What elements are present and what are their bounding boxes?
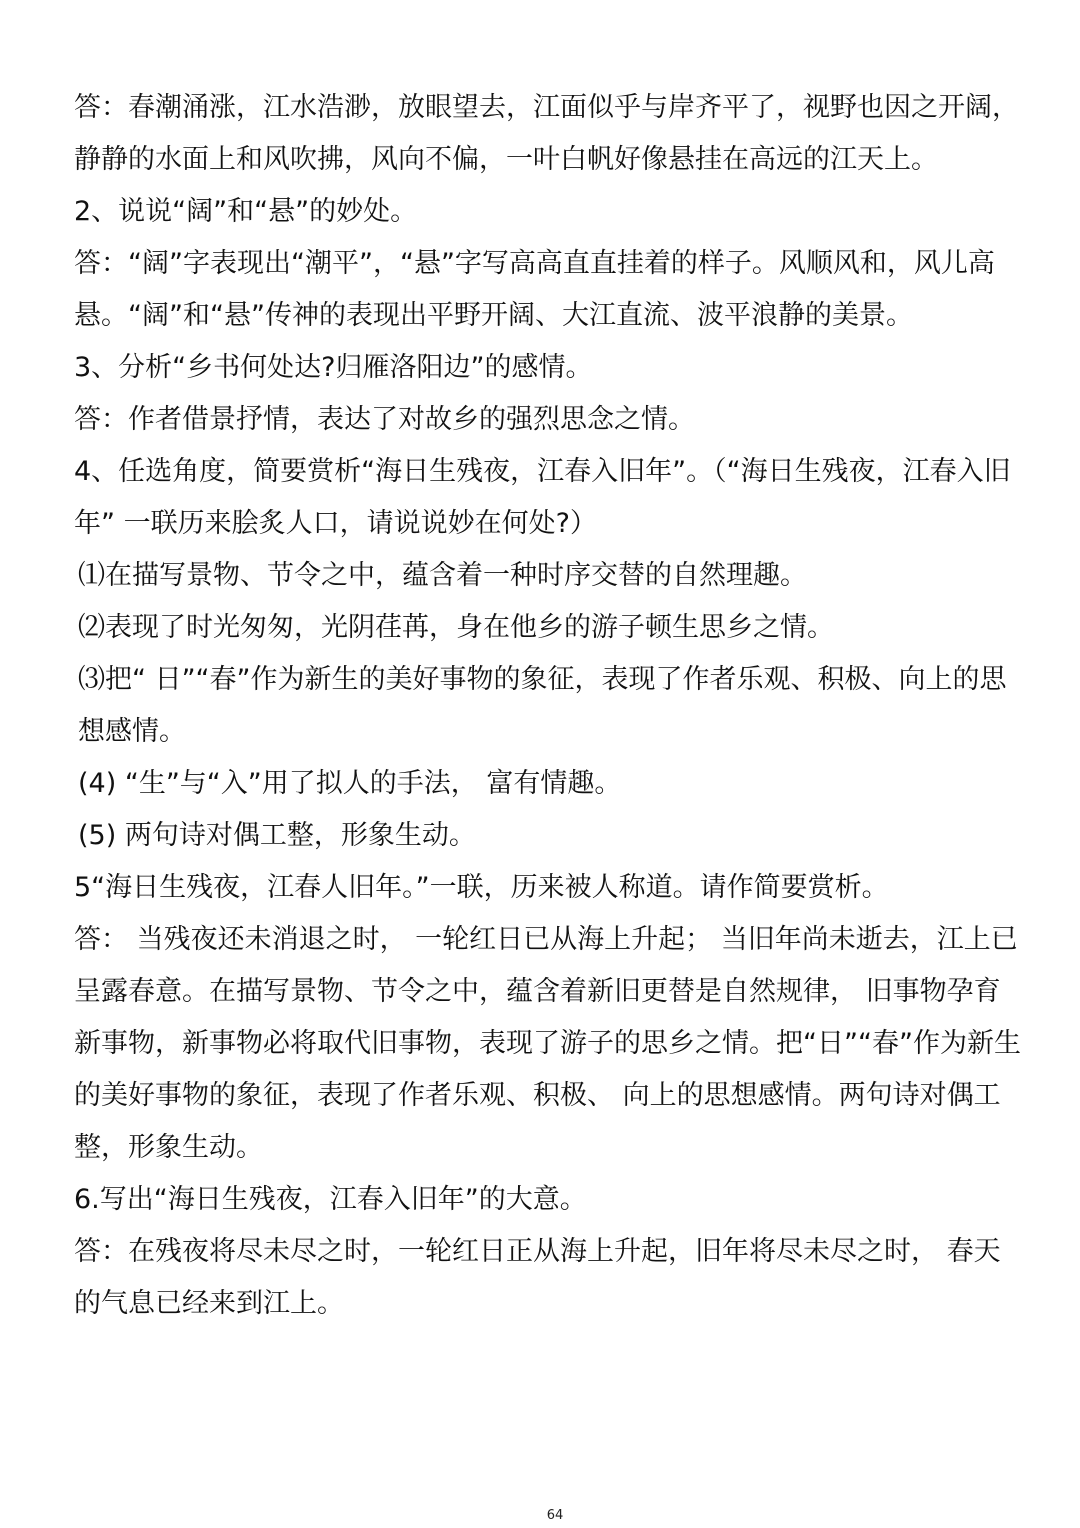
answer-paragraph-5: 答： 当残夜还未消退之时， 一轮红日已从海上升起； 当旧年尚未逝去，江上已呈露春意。在描写景物、节令之中，蕴含着新旧更替是自然规律， 旧事物孕育新事物，新事物必将取代旧事物，表现了游子的思乡之情。把“日”“春”作为新生的美好事物的象征，表现了作者乐观、积极、 向上的思想感情。两句诗对偶工整，形象生动。 (74, 924, 1021, 1163)
answer-paragraph-6: 答：在残夜将尽未尽之时，一轮红日正从海上升起，旧年将尽未尽之时， 春天的气息已经来到江上。 (74, 1236, 1001, 1319)
question-3: 3、分析“乡书何处达?归雁洛阳边”的感情。 (74, 352, 593, 383)
answer-point-5: (5) 两句诗对偶工整，形象生动。 (78, 820, 476, 851)
document-body (74, 82, 1024, 1330)
question-2: 2、说说“阔”和“悬”的妙处。 (74, 196, 418, 227)
question-6: 6.写出“海日生残夜，江春入旧年”的大意。 (74, 1184, 587, 1215)
page-number: 64 (546, 1508, 564, 1523)
answer-paragraph-3: 答：作者借景抒情，表达了对故乡的强烈思念之情。 (74, 404, 695, 435)
question-4: 4、任选角度，简要赏析“海日生残夜，江春入旧年”。（“海日生残夜，江春入旧年” 一联历来脍炙人口，请说说妙在何处?） (74, 456, 1011, 539)
answer-point-3: ⑶把“ 日”“春”作为新生的美好事物的象征，表现了作者乐观、积极、向上的思想感情。 (78, 664, 1007, 747)
answer-paragraph-1: 答：春潮涌涨，江水浩渺，放眼望去，江面似乎与岸齐平了，视野也因之开阔，静静的水面上和风吹拂，风向不偏，一叶白帆好像悬挂在高远的江天上。 (74, 92, 1019, 175)
answer-point-4: (4) “生”与“入”用了拟人的手法， 富有情趣。 (78, 768, 622, 799)
question-5: 5“海日生残夜，江春人旧年。”一联，历来被人称道。请作简要赏析。 (74, 872, 889, 903)
answer-point-1: ⑴在描写景物、节令之中，蕴含着一种时序交替的自然理趣。 (78, 560, 807, 591)
answer-point-2: ⑵表现了时光匆匆，光阴荏苒，身在他乡的游子顿生思乡之情。 (78, 612, 834, 643)
answer-paragraph-2: 答：“阔”字表现出“潮平”，“悬”字写高高直直挂着的样子。风顺风和，风儿高悬。“阔”和“悬”传神的表现出平野开阔、大江直流、波平浪静的美景。 (74, 248, 995, 331)
